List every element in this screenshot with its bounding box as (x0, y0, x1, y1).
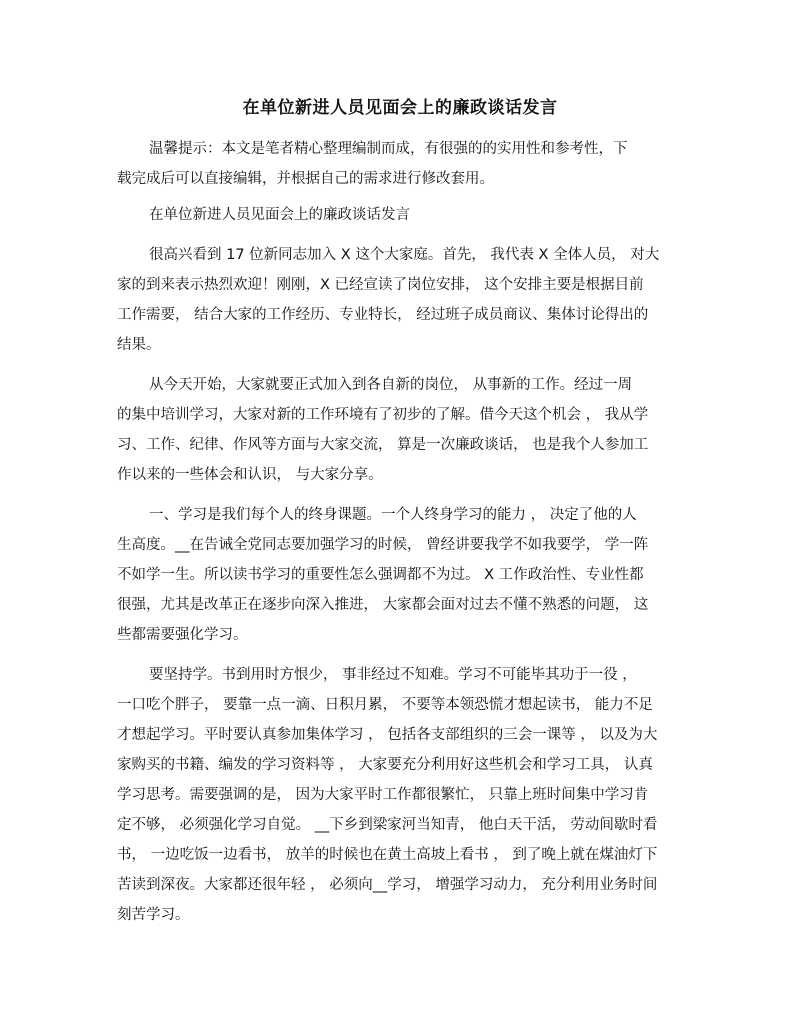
text-line: 习、工作、纪律、作风等方面与大家交流， 算是一次廉政谈话， 也是我个人参加工 (117, 437, 649, 453)
text-line: 才想起学习。平时要认真参加集体学习 ， 包括各支部组织的三会一课等 ， 以及为大 (117, 727, 658, 743)
text-line: 很强，尤其是改革正在逐步向深入推进， 大家都会面对过去不懂不熟悉的问题， 这 (117, 597, 649, 613)
text-line: 要坚持学。书到用时方恨少， 事非经过不知难。学习不可能毕其功于一役 ， (149, 667, 637, 683)
text-line: 家的到来表示热烈欢迎！刚刚，X 已经宣读了岗位安排， 这个安排主要是根据目前 (117, 277, 644, 293)
text-line: 刻苦学习。 (117, 907, 190, 923)
document-title: 在单位新进人员见面会上的廉政谈话发言 (242, 98, 558, 118)
text-line: 苦读到深夜。大家都还很年轻 ， 必须向__学习， 增强学习动力， 充分利用业务时间 (117, 877, 658, 893)
text-line: 不如学一生。所以读书学习的重要性怎么强调都不为过。 X 工作政治性、专业性都 (117, 567, 644, 583)
text-line: 结果。 (117, 337, 161, 353)
text-line: 家购买的书籍、编发的学习资料等 ， 大家要充分利用好这些机会和学习工具， 认真 (117, 757, 653, 773)
text-line: 工作需要， 结合大家的工作经历、专业特长， 经过班子成员商议、集体讨论得出的 (117, 307, 649, 323)
text-line: 的集中培训学习，大家对新的工作环境有了初步的了解。借今天这个机会 ， 我从学 (117, 407, 649, 423)
text-line: 载完成后可以直接编辑，并根据自己的需求进行修改套用。 (117, 171, 494, 187)
text-line: 学习思考。需要强调的是， 因为大家平时工作都很繁忙， 只靠上班时间集中学习肯 (117, 787, 649, 803)
text-line: 一、学习是我们每个人的终身课题。一个人终身学习的能力 ， 决定了他的人 (149, 507, 637, 523)
text-line: 生高度。__在告诫全党同志要加强学习的时候， 曾经讲要我学不如我要学， 学一阵 (117, 537, 649, 553)
text-line: 很高兴看到 17 位新同志加入 X 这个大家庭。首先， 我代表 X 全体人员， 对大 (149, 247, 660, 263)
text-line: 温馨提示：本文是笔者精心整理编制而成，有很强的的实用性和参考性，下 (149, 141, 628, 157)
text-line: 从今天开始，大家就要正式加入到各自新的岗位， 从事新的工作。经过一周 (149, 377, 633, 393)
text-line: 一口吃个胖子， 要靠一点一滴、日积月累， 不要等本领恐慌才想起读书， 能力不足 (117, 697, 653, 713)
text-line: 些都需要强化学习。 (117, 627, 248, 643)
text-line: 定不够， 必须强化学习自觉。 __下乡到梁家河当知青， 他白天干活， 劳动间歇时看 (117, 817, 658, 833)
text-line: 作以来的一些体会和认识， 与大家分享。 (117, 467, 383, 483)
document-subtitle: 在单位新进人员见面会上的廉政谈话发言 (149, 207, 410, 223)
text-line: 书， 一边吃饭一边看书， 放羊的时候也在黄土高坡上看书 ， 到了晚上就在煤油灯下 (117, 847, 658, 863)
